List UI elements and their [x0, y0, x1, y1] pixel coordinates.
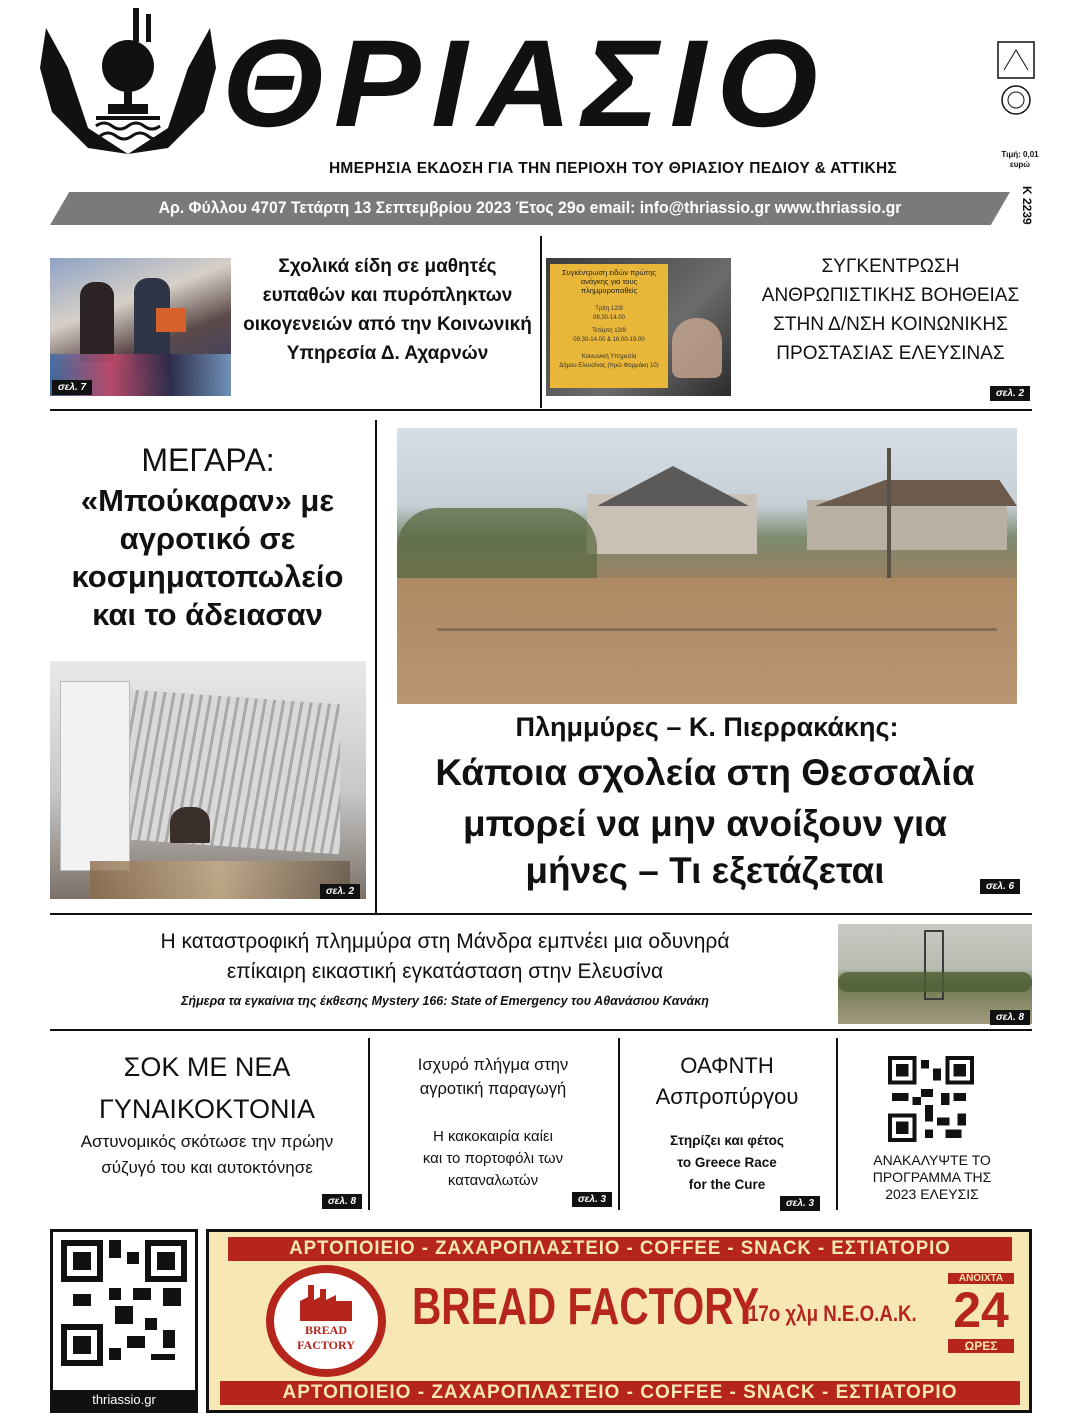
- poster-line-1: Τρίτη 12/9: [595, 306, 623, 312]
- footer-site-label: thriassio.gr: [53, 1390, 195, 1410]
- eleusis-qr-code[interactable]: [888, 1056, 974, 1142]
- top-right-headline[interactable]: ΣΥΓΚΕΝΤΡΩΣΗ ΑΝΘΡΩΠΙΣΤΙΚΗΣ ΒΟΗΘΕΙΑΣ ΣΤΗΝ Δ/ΝΣΗ ΚΟΙΝΩΝΙΚΗΣ ΠΡΟΣΤΑΣΙΑΣ ΕΛΕΥΣΙΝΑΣ: [761, 256, 1020, 364]
- divider: [368, 1038, 370, 1210]
- ad-strip-bottom: ΑΡΤΟΠΟΙΕΙΟ - ΖΑΧΑΡΟΠΛΑΣΤΕΙΟ - COFFEE - SNACK - ΕΣΤΙΑΤΟΡΙΟ: [220, 1381, 1020, 1405]
- info-bar-text: Αρ. Φύλλου 4707 Τετάρτη 13 Σεπτεμβρίου 2023 Έτος 29ο email: info@thriassio.gr www.thriassio.gr: [158, 198, 902, 217]
- page-ref-top-right: σελ. 2: [990, 386, 1030, 401]
- oafnth-line-2[interactable]: Ασπροπύργου: [655, 1084, 799, 1109]
- megara-headline[interactable]: «Μπούκαραν» με αγροτικό σε κοσμηματοπωλείο και το άδειασαν: [71, 483, 344, 632]
- footer-qr-box[interactable]: [50, 1229, 198, 1413]
- factory-icon: [300, 1285, 352, 1321]
- school-supplies-photo: [50, 258, 231, 396]
- bread-factory-logo: [266, 1265, 386, 1377]
- agri-line-2[interactable]: αγροτική παραγωγή: [419, 1080, 567, 1098]
- mandra-line-2[interactable]: επίκαιρη εικαστική εγκατάσταση στην Ελευσίνα: [226, 960, 664, 983]
- femicide-line-1[interactable]: ΣΟΚ ΜΕ ΝΕΑ: [123, 1052, 291, 1082]
- top-left-headline[interactable]: Σχολικά είδη σε μαθητές ευπαθών και πυρόπληκτων οικογενειών από την Κοινωνική Υπηρεσία Δ. Αχαρνών: [243, 256, 532, 364]
- divider: [540, 236, 542, 408]
- page-ref-mandra: σελ. 8: [990, 1010, 1030, 1025]
- eleusis-qr-line-2: ΠΡΟΓΡΑΜΜΑ ΤΗΣ: [872, 1169, 992, 1185]
- femicide-line-2[interactable]: ΓΥΝΑΙΚΟΚΤΟΝΙΑ: [98, 1094, 316, 1124]
- main-headline-line-2[interactable]: μπορεί να μην ανοίξουν για: [462, 803, 948, 844]
- divider: [375, 420, 377, 914]
- thriassio-qr-code[interactable]: [61, 1240, 187, 1366]
- issue-code: Κ 2239: [1020, 186, 1034, 225]
- masthead: [0, 0, 1083, 225]
- logo-text-2: FACTORY: [297, 1338, 355, 1352]
- poster-line-5: Κοινωνική Υπηρεσία: [581, 354, 637, 360]
- femicide-sub-1: Αστυνομικός σκότωσε την πρώην: [80, 1132, 334, 1151]
- ad-open-label: ΑΝΟΙΧΤΑ: [948, 1273, 1014, 1284]
- megara-kicker: ΜΕΓΑΡΑ:: [141, 442, 275, 478]
- main-kicker: Πλημμύρες – Κ. Πιερρακάκης:: [515, 712, 899, 742]
- oafnth-sub-2: το Greece Race: [677, 1155, 777, 1170]
- oafnth-sub-1: Στηρίζει και φέτος: [670, 1133, 784, 1148]
- poster-line-2: 09.30-14.00: [592, 315, 626, 321]
- robbed-shop-photo: [50, 661, 366, 899]
- installation-photo: [838, 924, 1032, 1024]
- ad-hours-label: ΩΡΕΣ: [948, 1339, 1014, 1353]
- femicide-sub-2: σύζυγό του και αυτοκτόνησε: [101, 1158, 313, 1177]
- emblem-logo: [38, 8, 218, 160]
- eleusis-qr-line-3: 2023 ΕΛΕΥΣΙΣ: [885, 1186, 979, 1202]
- agri-sub-1: Η κακοκαιρία καίει: [432, 1128, 553, 1145]
- postage-stamp-icon: [996, 40, 1036, 120]
- ad-hours: 24: [953, 1282, 1009, 1338]
- divider: [50, 409, 1032, 411]
- agri-line-1[interactable]: Ισχυρό πλήγμα στην: [417, 1056, 569, 1074]
- eleusis-qr-line-1: ΑΝΑΚΑΛΥΨΤΕ ΤΟ: [873, 1152, 991, 1168]
- agri-sub-2: και το πορτοφόλι των: [422, 1150, 564, 1167]
- flood-photo: [397, 428, 1017, 704]
- poster-title: Συγκέντρωση ειδών πρώτης ανάγκης για τους πλημμυροπαθείς: [561, 268, 657, 295]
- aid-poster-image: [546, 258, 731, 396]
- divider: [836, 1038, 838, 1210]
- poster-line-6: Δήμου Ελευσίνας (Ηρώ Φαρμάκη 10): [559, 363, 659, 369]
- ad-strip-top: ΑΡΤΟΠΟΙΕΙΟ - ΖΑΧΑΡΟΠΛΑΣΤΕΙΟ - COFFEE - SNACK - ΕΣΤΙΑΤΟΡΙΟ: [228, 1237, 1012, 1261]
- logo-text-1: BREAD: [304, 1323, 347, 1337]
- page-ref-main: σελ. 6: [980, 879, 1020, 894]
- divider: [618, 1038, 620, 1210]
- ad-location: 17ο χλμ Ν.Ε.Ο.Α.Κ.: [748, 1301, 917, 1326]
- price-label: Τιμή: 0,01 ευρώ: [1001, 150, 1039, 169]
- page-ref-femicide: σελ. 8: [322, 1194, 362, 1209]
- divider: [50, 913, 1032, 915]
- divider: [50, 1029, 1032, 1031]
- mandra-subline: Σήμερα τα εγκαίνια της έκθεσης Mystery 166: State of Emergency του Αθανάσιου Κανάκη: [181, 994, 709, 1008]
- agri-sub-3: καταναλωτών: [447, 1172, 539, 1189]
- page-ref-megara: σελ. 2: [320, 884, 360, 899]
- main-headline-line-3[interactable]: μήνες – Τι εξετάζεται: [525, 850, 885, 891]
- poster-line-3: Τετάρτη 13/9: [592, 328, 626, 334]
- bread-factory-ad[interactable]: [206, 1229, 1032, 1413]
- oafnth-sub-3: for the Cure: [688, 1177, 766, 1192]
- mandra-line-1[interactable]: Η καταστροφική πλημμύρα στη Μάνδρα εμπνέει μια οδυνηρά: [160, 930, 730, 953]
- poster-line-4: 09.30-14.00 & 16.00-19.00: [573, 337, 645, 343]
- newspaper-title: ΘΡΙΑΣΙΟ: [222, 15, 829, 153]
- page-ref-agri: σελ. 3: [572, 1192, 612, 1207]
- oafnth-line-1[interactable]: ΟΑΦΝΤΗ: [680, 1053, 774, 1078]
- page-ref-top-left: σελ. 7: [52, 380, 92, 395]
- subtitle: ΗΜΕΡΗΣΙΑ ΕΚΔΟΣΗ ΓΙΑ ΤΗΝ ΠΕΡΙΟΧΗ ΤΟΥ ΘΡΙΑΣΙΟΥ ΠΕΔΙΟΥ & ΑΤΤΙΚΗΣ: [328, 160, 898, 177]
- main-headline-line-1[interactable]: Κάποια σχολεία στη Θεσσαλία: [435, 752, 975, 793]
- ad-brand: BREAD FACTORY: [412, 1278, 760, 1336]
- page-ref-oafnth: σελ. 3: [780, 1196, 820, 1211]
